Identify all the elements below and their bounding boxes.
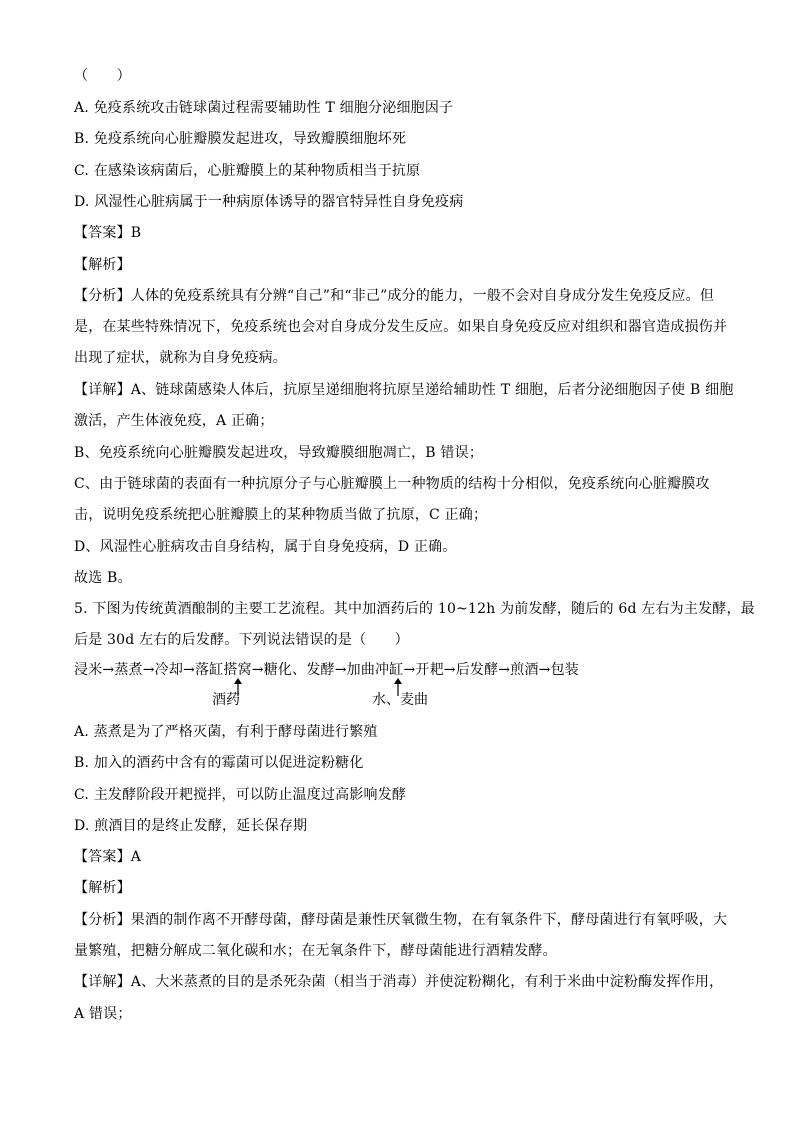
q5-option-a: A. 蒸煮是为了严格灭菌，有利于酵母菌进行繁殖 (74, 724, 378, 740)
q4-detail-line-3: B、免疫系统向心脏瓣膜发起进攻，导致瓣膜细胞凋亡，B 错误； (74, 445, 484, 461)
flow-input-jiuyao: 酒药 (212, 692, 240, 708)
flow-steps: 浸米→蒸煮→冷却→落缸搭窝→糖化、发酵→加曲冲缸→开耙→后发酵→煎酒→包装 (74, 662, 579, 678)
q4-detail-line-6: D、风湿性心脏病攻击自身结构，属于自身免疫病，D 正确。 (74, 539, 457, 555)
q5-option-c: C. 主发酵阶段开耙搅拌，可以防止温度过高影响发酵 (74, 787, 407, 803)
q4-conclusion: 故选 B。 (74, 570, 132, 586)
q4-answer: 【答案】B (74, 225, 142, 241)
process-flow-diagram (74, 660, 734, 712)
q4-detail-line-4: C、由于链球菌的表面有一种抗原分子与心脏瓣膜上一种物质的结构十分相似，免疫系统向心脏瓣膜攻 (74, 476, 710, 492)
q4-stem-tail: （ ） (74, 68, 131, 84)
q5-answer: 【答案】A (74, 849, 142, 865)
q4-detail-line-1: 【详解】A、链球菌感染人体后，抗原呈递细胞将抗原呈递给辅助性 T 细胞，后者分泌细胞因子使 B 细胞 (74, 382, 734, 398)
q5-analysis-line-1: 【分析】果酒的制作离不开酵母菌，酵母菌是兼性厌氧微生物，在有氧条件下，酵母菌进行有氧呼吸，大 (74, 912, 728, 928)
q5-detail-line-1: 【详解】A、大米蒸煮的目的是杀死杂菌（相当于消毒）并使淀粉糊化，有利于米曲中淀粉酶发挥作用， (74, 974, 724, 990)
q4-option-a: A. 免疫系统攻击链球菌过程需要辅助性 T 细胞分泌细胞因子 (74, 100, 454, 116)
q4-option-b: B. 免疫系统向心脏瓣膜发起进攻，导致瓣膜细胞坏死 (74, 131, 407, 147)
q5-analysis-line-2: 量繁殖，把糖分解成二氧化碳和水；在无氧条件下，酵母菌能进行酒精发酵。 (74, 943, 557, 959)
q4-detail-line-2: 激活，产生体液免疫，A 正确； (74, 413, 274, 429)
q4-analysis-line-2: 是，在某些特殊情况下，免疫系统也会对自身成分发生反应。如果自身免疫反应对组织和器官造成损伤并 (74, 319, 728, 335)
q5-stem-line-1: 5. 下图为传统黄酒酿制的主要工艺流程。其中加酒药后的 10~12h 为前发酵，随后的 6d 左右为主发酵，最 (74, 601, 755, 617)
q5-stem-line-2: 后是 30d 左右的后发酵。下列说法错误的是（ ） (74, 632, 409, 648)
q4-analysis-title: 【解析】 (74, 257, 131, 273)
q4-analysis-line-1: 【分析】人体的免疫系统具有分辨“自己”和“非己”成分的能力，一般不会对自身成分发生免疫反应。但 (74, 288, 715, 304)
q4-option-d: D. 风湿性心脏病属于一种病原体诱导的器官特异性自身免疫病 (74, 194, 464, 210)
q5-analysis-title: 【解析】 (74, 880, 131, 896)
q4-detail-line-5: 击，说明免疫系统把心脏瓣膜上的某种物质当做了抗原，C 正确； (74, 507, 488, 523)
q5-detail-line-2: A 错误； (74, 1006, 132, 1022)
q4-analysis-line-3: 出现了症状，就称为自身免疫病。 (74, 350, 287, 366)
q4-option-c: C. 在感染该病菌后，心脏瓣膜上的某种物质相当于抗原 (74, 163, 421, 179)
q5-option-b: B. 加入的酒药中含有的霉菌可以促进淀粉糖化 (74, 755, 364, 771)
flow-input-water-maiqu: 水、麦曲 (372, 692, 428, 708)
q5-option-d: D. 煎酒目的是终止发酵，延长保存期 (74, 818, 308, 834)
